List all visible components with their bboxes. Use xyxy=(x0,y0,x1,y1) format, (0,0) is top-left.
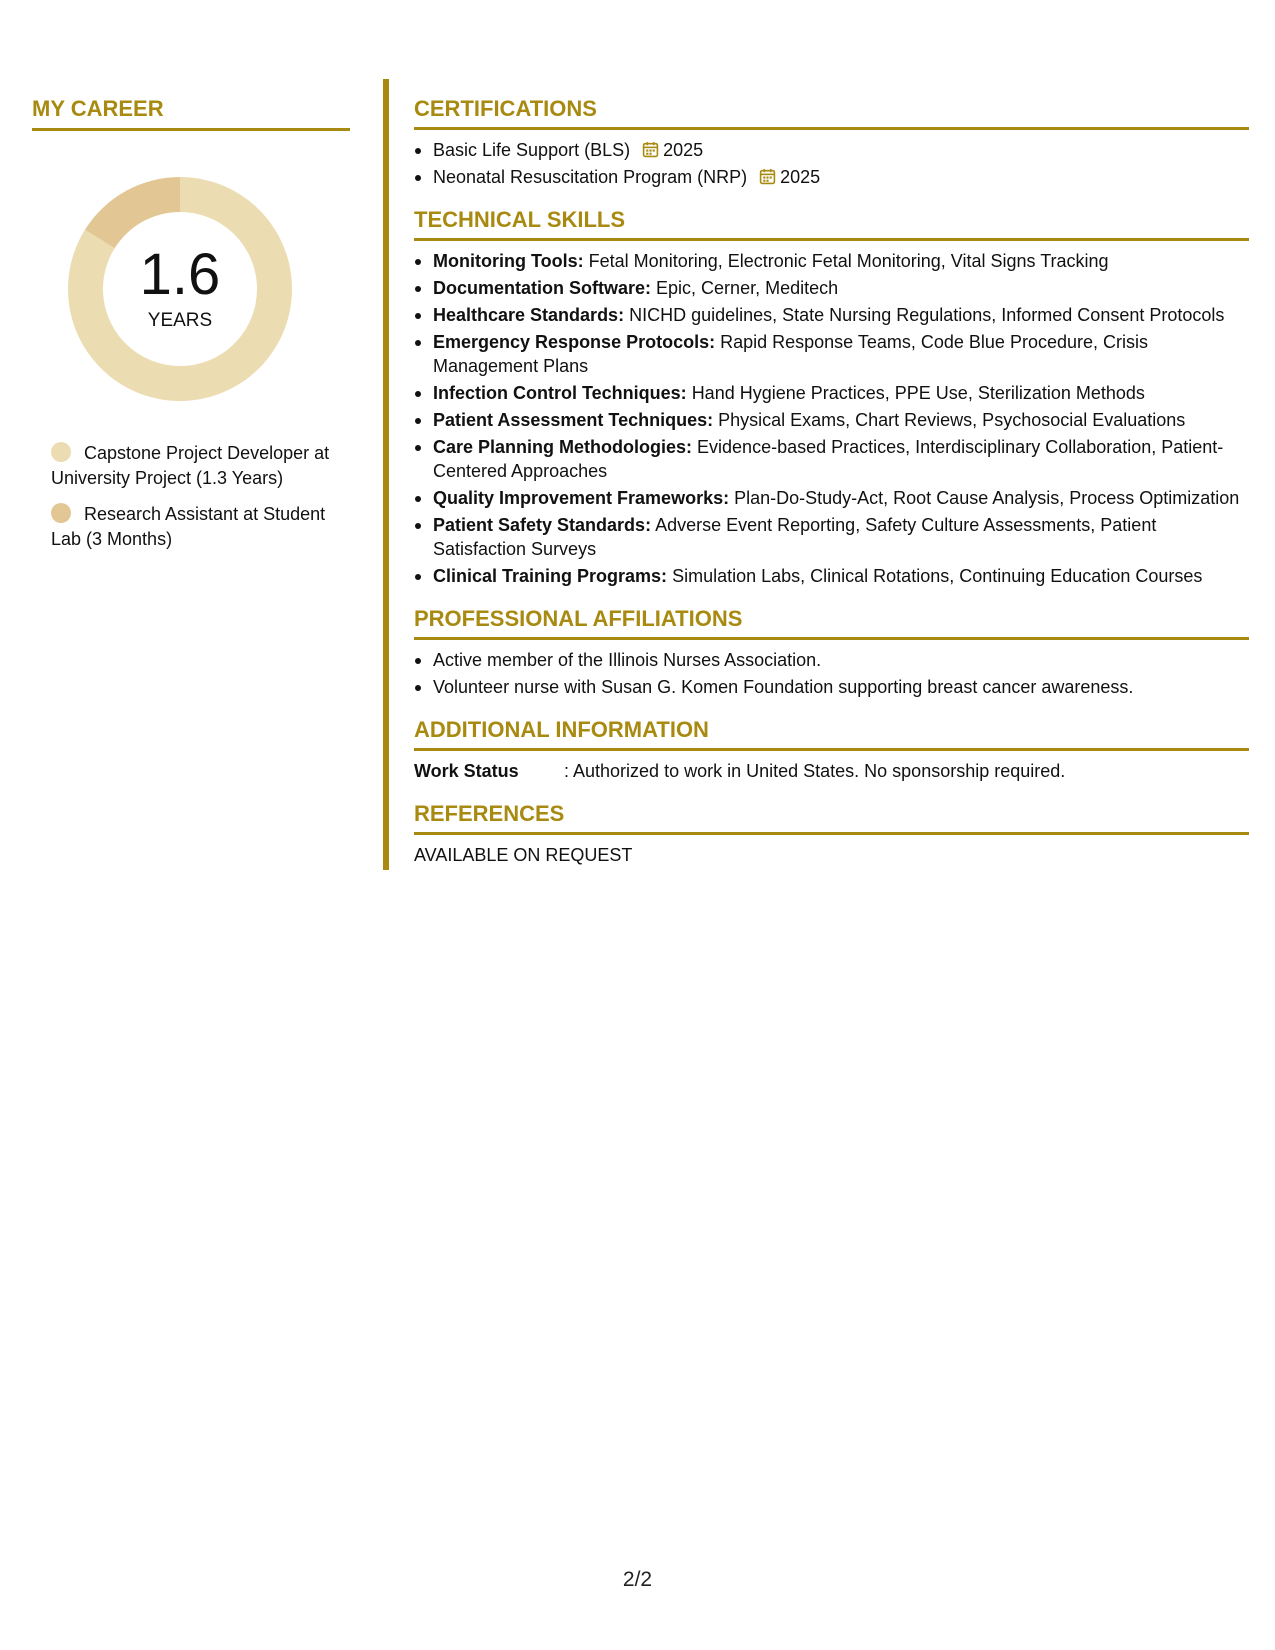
skill-text: Fetal Monitoring, Electronic Fetal Monitoring, Vital Signs Tracking xyxy=(588,251,1109,271)
list-item xyxy=(433,486,1249,510)
legend-text: Capstone Project Developer at University Project (1.3 Years) xyxy=(51,443,330,488)
list-item xyxy=(433,381,1249,405)
work-status-value: : Authorized to work in United States. No sponsorship required. xyxy=(564,761,1066,781)
references-section xyxy=(414,801,1249,867)
work-status-row xyxy=(414,759,1249,783)
references-text: AVAILABLE ON REQUEST xyxy=(414,845,633,865)
affiliations-list xyxy=(414,648,1249,699)
list-item: Volunteer nurse with Susan G. Komen Foundation supporting breast cancer awareness. xyxy=(433,675,1249,699)
list-item xyxy=(433,303,1249,327)
list-item xyxy=(433,249,1249,273)
skill-label: Infection Control Techniques: xyxy=(433,383,687,403)
skill-text: Plan-Do-Study-Act, Root Cause Analysis, Process Optimization xyxy=(734,488,1240,508)
donut-center xyxy=(66,175,294,403)
list-item xyxy=(433,564,1249,588)
certifications-list xyxy=(414,138,1249,189)
career-legend xyxy=(32,441,350,552)
skill-text: Epic, Cerner, Meditech xyxy=(656,278,839,298)
cert-name: Basic Life Support (BLS) xyxy=(433,140,631,160)
career-title: MY CAREER xyxy=(32,96,350,131)
legend-item xyxy=(51,502,350,552)
skill-text: Rapid Response Teams, Code Blue Procedure, Crisis Management Plans xyxy=(433,332,1148,376)
list-item xyxy=(433,330,1249,378)
additional-section xyxy=(414,717,1249,783)
skill-text: NICHD guidelines, State Nursing Regulations, Informed Consent Protocols xyxy=(629,305,1225,325)
affiliations-title: PROFESSIONAL AFFILIATIONS xyxy=(414,606,1249,640)
list-item xyxy=(433,276,1249,300)
skills-section xyxy=(414,207,1249,588)
calendar-icon xyxy=(642,141,659,158)
additional-title: ADDITIONAL INFORMATION xyxy=(414,717,1249,751)
list-item xyxy=(433,138,1249,162)
main-column xyxy=(414,96,1249,885)
legend-dot xyxy=(51,503,71,523)
cert-year: 2025 xyxy=(780,167,821,187)
skill-label: Clinical Training Programs: xyxy=(433,566,668,586)
skill-text: Physical Exams, Chart Reviews, Psychosocial Evaluations xyxy=(718,410,1186,430)
career-column xyxy=(32,96,350,563)
certifications-section xyxy=(414,96,1249,189)
skill-text: Hand Hygiene Practices, PPE Use, Sterilization Methods xyxy=(691,383,1145,403)
column-divider xyxy=(383,79,389,870)
list-item xyxy=(433,513,1249,561)
certifications-title: CERTIFICATIONS xyxy=(414,96,1249,130)
page-number: 2/2 xyxy=(622,1568,653,1591)
work-status-label: Work Status xyxy=(414,761,519,781)
skill-text: Adverse Event Reporting, Safety Culture Assessments, Patient Satisfaction Surveys xyxy=(433,515,1157,559)
calendar-icon xyxy=(759,168,776,185)
skill-label: Quality Improvement Frameworks: xyxy=(433,488,730,508)
list-item xyxy=(433,408,1249,432)
skill-text: Evidence-based Practices, Interdisciplinary Collaboration, Patient-Centered Approaches xyxy=(433,437,1224,481)
list-item xyxy=(433,165,1249,189)
list-item: Active member of the Illinois Nurses Association. xyxy=(433,648,1249,672)
legend-text: Research Assistant at Student Lab (3 Months) xyxy=(51,504,326,549)
skill-label: Care Planning Methodologies: xyxy=(433,437,693,457)
total-years-value: 1.6 xyxy=(139,242,221,307)
skills-list xyxy=(414,249,1249,588)
career-donut-chart xyxy=(66,175,294,403)
skill-label: Monitoring Tools: xyxy=(433,251,584,271)
skill-label: Patient Assessment Techniques: xyxy=(433,410,714,430)
skill-label: Documentation Software: xyxy=(433,278,652,298)
skills-title: TECHNICAL SKILLS xyxy=(414,207,1249,241)
skill-label: Emergency Response Protocols: xyxy=(433,332,716,352)
skill-label: Healthcare Standards: xyxy=(433,305,625,325)
cert-name: Neonatal Resuscitation Program (NRP) xyxy=(433,167,748,187)
cert-year: 2025 xyxy=(663,140,704,160)
skill-label: Patient Safety Standards: xyxy=(433,515,652,535)
total-years-unit: YEARS xyxy=(147,310,213,331)
list-item xyxy=(433,435,1249,483)
legend-dot xyxy=(51,442,71,462)
skill-text: Simulation Labs, Clinical Rotations, Continuing Education Courses xyxy=(672,566,1203,586)
affiliations-section xyxy=(414,606,1249,699)
references-title: REFERENCES xyxy=(414,801,1249,835)
legend-item xyxy=(51,441,350,491)
